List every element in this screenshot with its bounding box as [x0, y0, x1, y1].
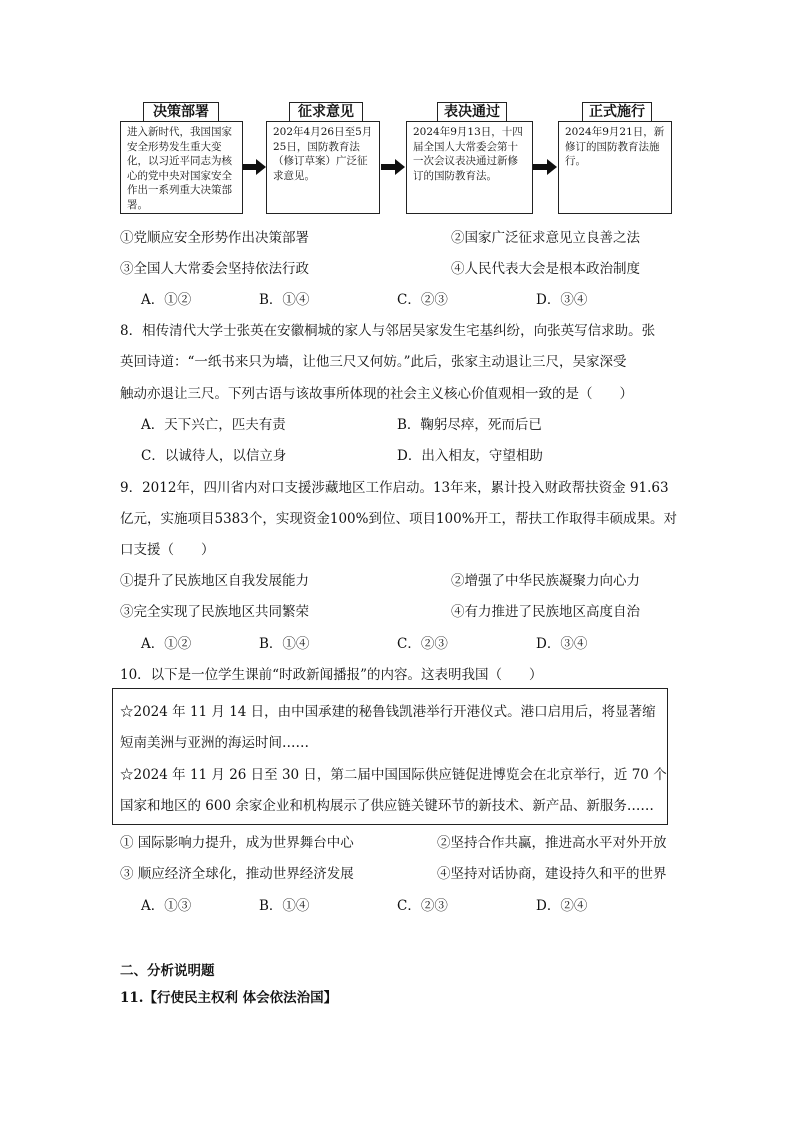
q7-statement-4: ④人民代表大会是根本政治制度: [451, 261, 640, 277]
flow-step-3-box: 2024年9月13日，十四届全国人大常委会第十一次会议表决通过新修订的国防教育法。: [406, 121, 533, 214]
flow-step-2-header: 征求意见: [289, 102, 363, 123]
q8-stem-line-2: 英回诗道：“一纸书来只为墙，让他三尺又何妨。”此后，张家主动退让三尺，吴家深受: [120, 354, 627, 370]
q9-option-b[interactable]: B．①④: [259, 636, 310, 652]
q8-option-b[interactable]: B．鞠躬尽瘁，死而后已: [397, 417, 542, 433]
q9-option-d[interactable]: D．③④: [536, 636, 588, 652]
section-title: 二、分析说明题: [120, 963, 215, 979]
q10-news-2-line-2: 国家和地区的 600 余家企业和机构展示了供应链关键环节的新技术、新产品、新服务……: [120, 798, 654, 814]
q10-stem: 10．以下是一位学生课前“时政新闻播报”的内容。这表明我国（ ）: [120, 667, 543, 683]
q10-option-b[interactable]: B．①④: [259, 898, 310, 914]
flow-step-1-box: 进入新时代，我国国家安全形势发生重大变化，以习近平同志为核心的党中央对国家安全作出一系列重大决策部署。: [120, 121, 243, 214]
q7-option-b[interactable]: B．①④: [259, 292, 310, 308]
q9-stem-line-2: 亿元，实施项目5383个，实现资金100%到位、项目100%开工，帮扶工作取得丰硕成果。对: [120, 511, 678, 527]
q11-heading: 11.【行使民主权利 体会依法治国】: [120, 990, 338, 1006]
q9-statement-4: ④有力推进了民族地区高度自治: [451, 604, 640, 620]
q9-option-c[interactable]: C．②③: [397, 636, 448, 652]
q10-news-1-line-2: 短南美洲与亚洲的海运时间……: [120, 735, 309, 751]
q7-option-a[interactable]: A．①②: [141, 292, 192, 308]
arrow-right-icon: [381, 158, 406, 176]
q8-option-c[interactable]: C．以诚待人，以信立身: [141, 448, 287, 464]
q7-option-d[interactable]: D．③④: [536, 292, 588, 308]
q10-option-c[interactable]: C．②③: [397, 898, 448, 914]
q10-option-a[interactable]: A．①③: [141, 898, 192, 914]
q10-statement-2: ②坚持合作共赢，推进高水平对外开放: [437, 835, 667, 851]
q10-statement-4: ④坚持对话协商，建设持久和平的世界: [437, 866, 667, 882]
q8-stem-line-1: 8．相传清代大学士张英在安徽桐城的家人与邻居吴家发生宅基纠纷，向张英写信求助。张: [120, 323, 656, 339]
q8-stem-line-3: 触动亦退让三尺。下列古语与该故事所体现的社会主义核心价值观相一致的是（ ）: [120, 386, 633, 402]
q9-option-a[interactable]: A．①②: [141, 636, 192, 652]
q10-statement-3: ③ 顺应经济全球化，推动世界经济发展: [120, 866, 354, 882]
q10-statement-1: ① 国际影响力提升，成为世界舞台中心: [120, 835, 354, 851]
arrow-right-icon: [533, 158, 558, 176]
flow-step-1-header: 决策部署: [143, 102, 219, 123]
q10-news-1-line-1: ☆2024 年 11 月 14 日，由中国承建的秘鲁钱凯港举行开港仪式。港口启用后，将显著缩: [120, 704, 656, 720]
arrow-right-icon: [243, 158, 267, 176]
flow-step-3-header: 表决通过: [437, 102, 507, 123]
q7-statement-2: ②国家广泛征求意见立良善之法: [451, 230, 640, 246]
q10-news-2-line-1: ☆2024 年 11 月 26 日至 30 日，第二届中国国际供应链促进博览会在北京举行，近 70 个: [120, 767, 667, 783]
q7-statement-3: ③全国人大常委会坚持依法行政: [120, 261, 309, 277]
q9-stem-line-3: 口支援（ ）: [120, 542, 215, 558]
q7-statement-1: ①党顺应安全形势作出决策部署: [120, 230, 309, 246]
flow-step-4-box: 2024年9月21日，新修订的国防教育法施行。: [558, 121, 672, 214]
q8-option-d[interactable]: D．出入相友，守望相助: [397, 448, 543, 464]
flow-step-4-header: 正式施行: [582, 102, 652, 123]
q8-option-a[interactable]: A．天下兴亡，匹夫有责: [141, 417, 286, 433]
q9-stem-line-1: 9．2012年，四川省内对口支援涉藏地区工作启动。13年来，累计投入财政帮扶资金 91.63: [120, 480, 669, 496]
q9-statement-2: ②增强了中华民族凝聚力向心力: [451, 573, 640, 589]
flow-step-2-box: 202年4月26日至5月25日，国防教育法（修订草案）广泛征求意见。: [266, 121, 380, 214]
q10-option-d[interactable]: D．②④: [536, 898, 588, 914]
q9-statement-3: ③完全实现了民族地区共同繁荣: [120, 604, 309, 620]
q9-statement-1: ①提升了民族地区自我发展能力: [120, 573, 309, 589]
q7-option-c[interactable]: C．②③: [397, 292, 448, 308]
